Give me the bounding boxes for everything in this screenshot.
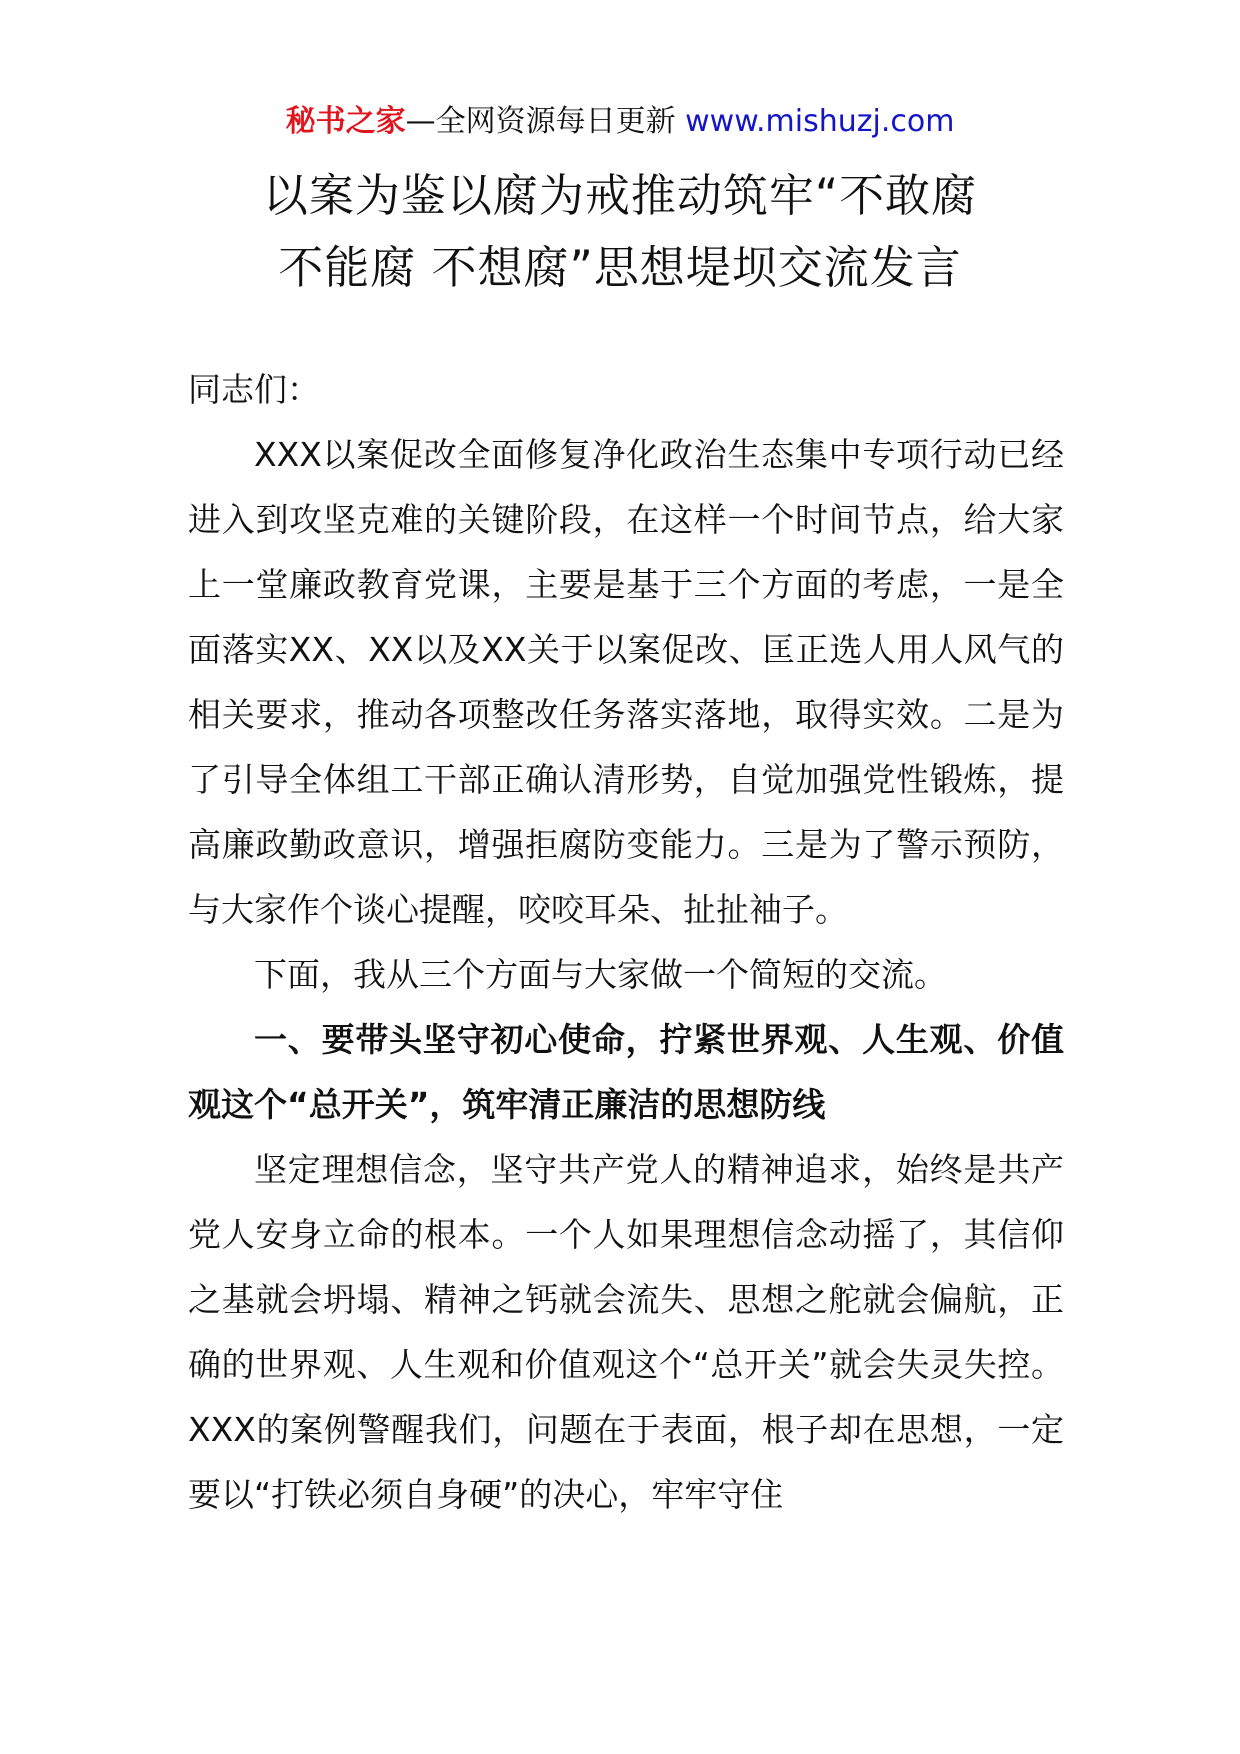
site-url-link[interactable]: www.mishuzj.com [685, 104, 955, 139]
site-tagline: —全网资源每日更新 [405, 104, 686, 139]
document-body [188, 357, 1064, 1527]
title-line-1: 以案为鉴以腐为戒推动筑牢“不敢腐 [262, 169, 978, 222]
document-title [0, 160, 1240, 304]
section-1-paragraph: 坚定理想信念，坚守共产党人的精神追求，始终是共产党人安身立命的根本。一个人如果理想信念动摇了，其信仰之基就会坍塌、精神之钙就会流失、思想之舵就会偏航，正确的世界观、人生观和价值观这个“总开关”就会失灵失控。XXX的案例警醒我们，问题在于表面，根子却在思想，一定要以“打铁必须自身硬”的决心，牢牢守住 [188, 1150, 1064, 1514]
title-line-2: 不能腐 不想腐”思想堤坝交流发言 [278, 241, 962, 294]
site-brand: 秘书之家 [285, 104, 406, 139]
site-header [0, 100, 1240, 144]
intro-paragraph: XXX以案促改全面修复净化政治生态集中专项行动已经进入到攻坚克难的关键阶段，在这样一个时间节点，给大家上一堂廉政教育党课，主要是基于三个方面的考虑，一是全面落实XX、XX以及XX关于以案促改、匡正选人用人风气的相关要求，推动各项整改任务落实落地，取得实效。二是为了引导全体组工干部正确认清形势，自觉加强党性锻炼，提高廉政勤政意识，增强拒腐防变能力。三是为了警示预防，与大家作个谈心提醒，咬咬耳朵、扯扯袖子。 [188, 435, 1064, 929]
transition-paragraph: 下面，我从三个方面与大家做一个简短的交流。 [254, 955, 947, 994]
section-heading-1: 一、要带头坚守初心使命，拧紧世界观、人生观、价值观这个“总开关”，筑牢清正廉洁的思想防线 [188, 1020, 1064, 1124]
salutation: 同志们： [188, 370, 320, 409]
